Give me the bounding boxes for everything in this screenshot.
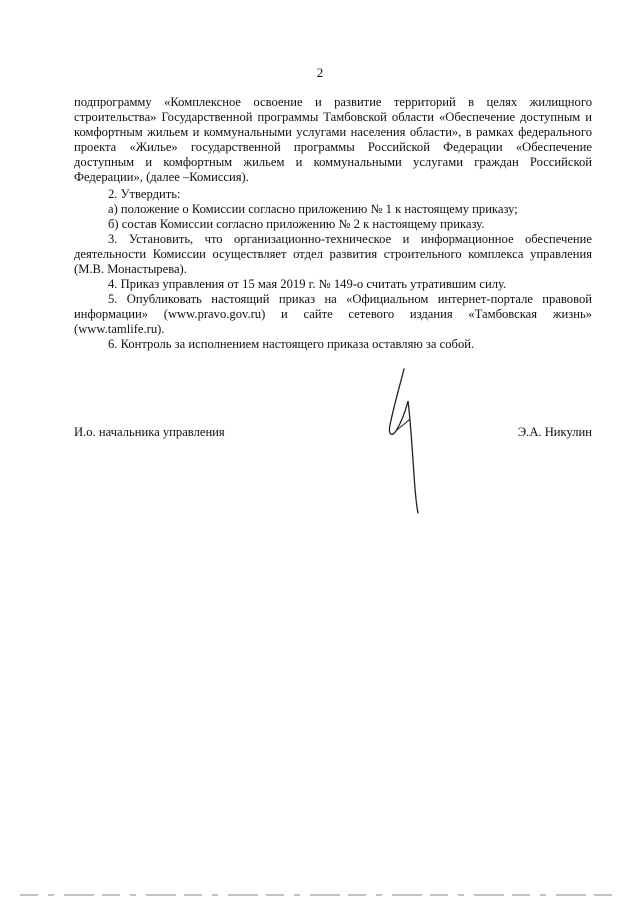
paragraph-commission-definition: подпрограмму «Комплексное освоение и развитие территорий в целях жилищного строительства» Государственной программы Тамбовской области «Обеспечение доступным и комфортным жильем и коммунальными услугами населения области», в рамках федерального проекта «Жилье» государственной программы Российской Федерации «Обеспечение доступным и комфортным жильем и коммунальными услугами граждан Российской Федерации», (далее –Комиссия). — [74, 95, 592, 184]
paragraph-approve: 2. Утвердить: — [108, 187, 181, 201]
handwritten-signature — [380, 365, 450, 515]
page-number: 2 — [316, 65, 324, 80]
document-body — [74, 95, 592, 352]
paragraph-publish: 5. Опубликовать настоящий приказ на «Официальном интернет-портале правовой информации» (www.pravo.gov.ru) и сайте сетевого издания «Тамбовская жизнь» (www.tamlife.ru). — [74, 292, 592, 336]
paragraph-approve-b: б) состав Комиссии согласно приложению № 2 к настоящему приказу. — [108, 217, 485, 231]
scan-footer-rule — [20, 893, 620, 897]
paragraph-establish: 3. Установить, что организационно-техническое и информационное обеспечение деятельности Комиссии осуществляет отдел развития строительного комплекса управления (М.В. Монастырева). — [74, 232, 592, 276]
signer-position: И.о. начальника управления — [74, 425, 225, 439]
paragraph-revoke: 4. Приказ управления от 15 мая 2019 г. № 149-о считать утратившим силу. — [108, 277, 507, 291]
paragraph-control: 6. Контроль за исполнением настоящего приказа оставляю за собой. — [108, 337, 475, 351]
paragraph-approve-a: а) положение о Комиссии согласно приложению № 1 к настоящему приказу; — [108, 202, 518, 216]
signer-name: Э.А. Никулин — [517, 425, 592, 439]
